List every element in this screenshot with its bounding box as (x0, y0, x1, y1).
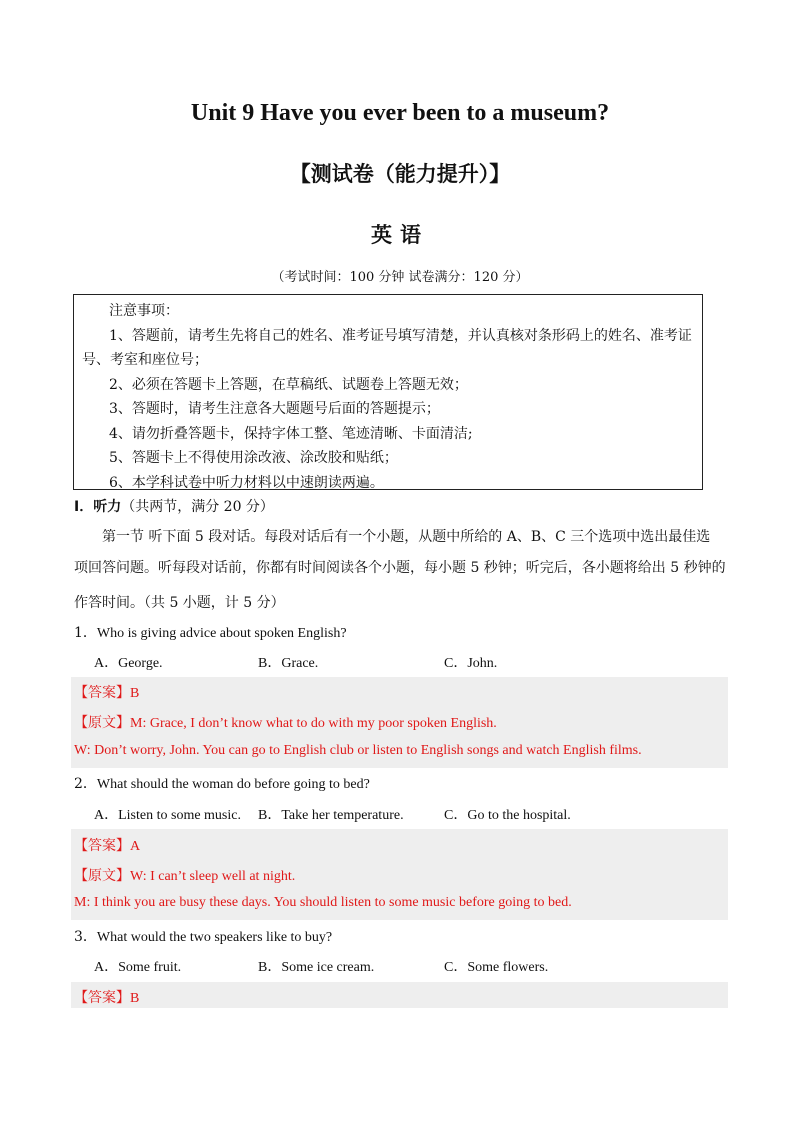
instruction-line: 第一节 听下面 5 段对话。每段对话后有一个小题，从题中所给的 A、B、C 三个选项中选出最佳选 (102, 529, 711, 545)
question-3 (74, 926, 332, 946)
notice-item: 6、本学科试卷中听力材料以中速朗读两遍。 (109, 474, 384, 491)
question-text: What would the two speakers like to buy? (96, 930, 333, 945)
option-b: B．Grace. (258, 656, 319, 671)
instruction-line: 项回答问题。听每段对话前，你都有时间阅读各个小题，每小题 5 秒钟；听完后，各小题将给出 5 秒钟的 (74, 560, 726, 576)
notice-item: 3、答题时，请考生注意各大题题号后面的答题提示； (109, 401, 440, 417)
option-c: C．Go to the hospital. (444, 808, 571, 823)
transcript-tag: 【原文】 (74, 868, 130, 884)
transcript-line (74, 865, 295, 885)
question-1 (74, 622, 347, 642)
option-c: C．John. (444, 656, 498, 671)
notice-heading: 注意事项： (109, 303, 179, 319)
notice-item: 2、必须在答题卡上答题，在草稿纸、试题卷上答题无效； (109, 376, 468, 393)
exam-meta: （考试时间：100 分钟 试卷满分：120 分） (271, 270, 529, 285)
question-number: 3． (74, 929, 97, 945)
instruction-line: 作答时间。（共 5 小题，计 5 分） (74, 595, 285, 611)
answer-tag: 【答案】 (74, 990, 130, 1006)
section-label: I．听力 (74, 499, 122, 515)
option-a: A．Listen to some music. (94, 808, 241, 823)
option-a: A．George. (94, 656, 163, 671)
transcript-text: M: Grace, I don’t know what to do with my poor spoken English. (130, 716, 497, 731)
question-text: Who is giving advice about spoken English? (96, 626, 347, 641)
answer-tag: 【答案】 (74, 685, 130, 701)
transcript-tag: 【原文】 (74, 715, 130, 731)
transcript-line (74, 712, 497, 732)
notice-item: 号、考室和座位号； (82, 352, 208, 368)
answer-line (74, 987, 139, 1007)
question-number: 2． (74, 776, 97, 792)
answer-panel (71, 982, 728, 1008)
answer-value: B (130, 991, 140, 1006)
answer-tag: 【答案】 (74, 838, 130, 854)
transcript-line: M: I think you are busy these days. You should listen to some music before going to bed. (74, 895, 572, 910)
question-2 (74, 773, 370, 793)
answer-line (74, 682, 139, 702)
transcript-line: W: Don’t worry, John. You can go to English club or listen to English songs and watch English films. (74, 743, 642, 758)
page-title: Unit 9 Have you ever been to a museum? (190, 100, 610, 126)
answer-value: B (130, 686, 140, 701)
transcript-text: W: I can’t sleep well at night. (130, 869, 296, 884)
answer-line (74, 835, 140, 855)
question-number: 1． (74, 625, 97, 641)
answer-value: A (130, 839, 141, 854)
option-a: A．Some fruit. (94, 960, 182, 975)
notice-item: 1、答题前，请考生先将自己的姓名、准考证号填写清楚，并认真核对条形码上的姓名、准考证 (109, 327, 692, 344)
page-subtitle: 【测试卷（能力提升）】 (289, 162, 511, 186)
notice-item: 4、请勿折叠答题卡，保持字体工整、笔迹清晰、卡面清洁; (109, 425, 473, 442)
notice-box (73, 294, 703, 490)
option-b: B．Take her temperature. (258, 808, 404, 823)
subject-label: 英语 (371, 223, 429, 247)
question-text: What should the woman do before going to bed? (96, 777, 370, 792)
option-b: B．Some ice cream. (258, 960, 375, 975)
section-heading (74, 496, 274, 516)
section-detail: （共两节，满分 20 分） (121, 499, 274, 515)
notice-item: 5、答题卡上不得使用涂改液、涂改胶和贴纸； (109, 450, 398, 466)
option-c: C．Some flowers. (444, 960, 549, 975)
